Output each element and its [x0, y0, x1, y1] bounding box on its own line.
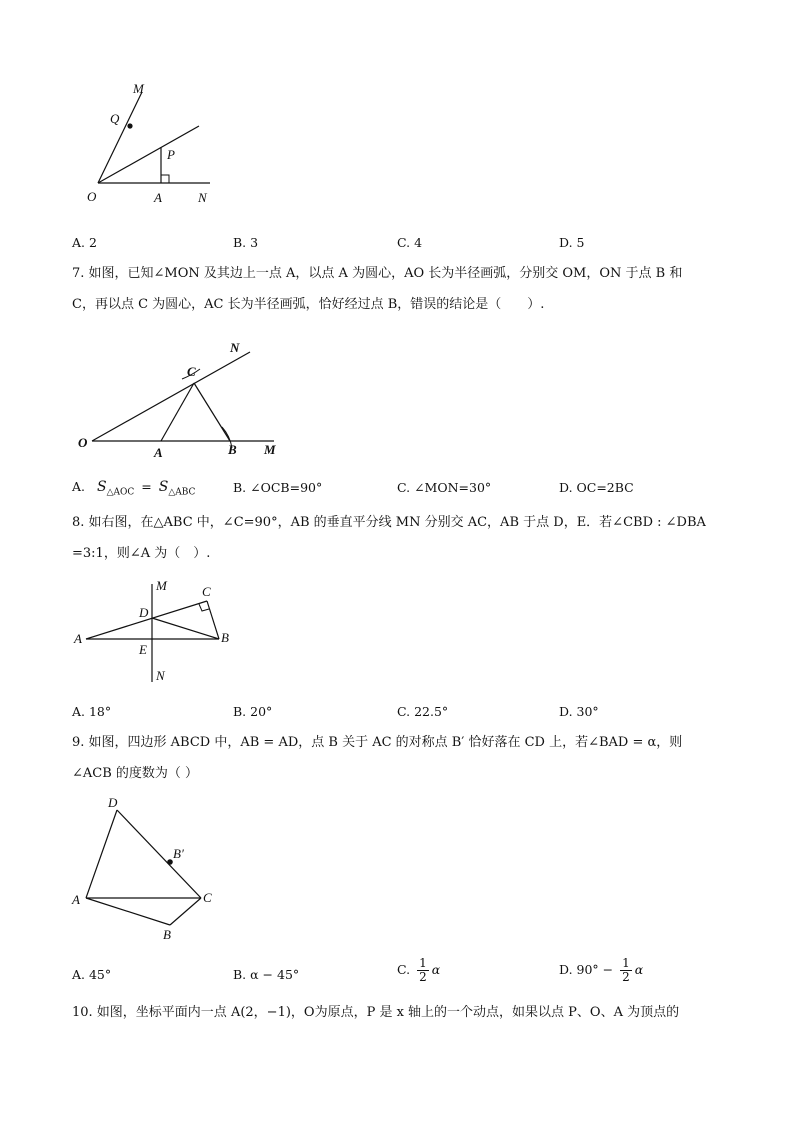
- q6-option-d: D. 5: [559, 235, 585, 250]
- ray-on: [92, 352, 250, 441]
- q8-line-2: =3:1，则∠A 为（ ）.: [72, 546, 211, 561]
- q9-option-c: C. $\frac{1}{2}$ α: [397, 956, 441, 984]
- q10-stem: [72, 997, 722, 1028]
- label-c: C: [187, 364, 196, 379]
- label-d: D: [108, 795, 118, 810]
- q7-line-1: 7. 如图，已知∠MON 及其边上一点 A，以点 A 为圆心，AO 长为半径画弧，分别交 OM，ON 于点 B 和: [72, 266, 683, 281]
- segment-bc: [170, 898, 201, 925]
- q6-option-c: C. 4: [397, 235, 423, 250]
- label-n: N: [230, 340, 240, 355]
- label-q: Q: [110, 111, 120, 126]
- segment-dc: [117, 810, 201, 898]
- label-n: N: [198, 190, 207, 205]
- bisector-ray: [98, 126, 199, 183]
- segment-ad: [86, 810, 117, 898]
- q10-line-1: 10. 如图，坐标平面内一点 A(2，−1)，O为原点，P 是 x 轴上的一个动点，如果以点 P、O、A 为顶点的: [72, 1005, 680, 1020]
- q8-option-d: D. 30°: [559, 704, 599, 719]
- q7-figure: [72, 338, 292, 463]
- label-o: O: [87, 189, 97, 204]
- fraction-one-half: $\frac{1}{2}$: [622, 956, 630, 984]
- ray-om: [98, 92, 142, 183]
- fraction-one-half: $\frac{1}{2}$: [419, 956, 427, 984]
- q9-stem: [72, 727, 722, 789]
- q8-line-1: 8. 如右图，在△ABC 中，∠C=90°，AB 的垂直平分线 MN 分别交 AC，AB 于点 D，E．若∠CBD : ∠DBA: [72, 515, 706, 530]
- q7-option-b: B. ∠OCB=90°: [233, 480, 323, 495]
- q9-diagram: [72, 795, 232, 945]
- label-b-prime: B′: [173, 846, 184, 861]
- point-q: [127, 123, 132, 128]
- q9-option-a: A. 45°: [72, 967, 112, 982]
- label-m: M: [156, 578, 167, 593]
- point-b-prime: [167, 859, 173, 865]
- label-a: A: [154, 445, 163, 460]
- label-b: B: [221, 630, 229, 645]
- label-m: M: [133, 81, 144, 96]
- q7-diagram: [72, 338, 292, 463]
- q7-option-a: A. $S_{\triangle AOC} = S_{\triangle ABC}$: [72, 479, 196, 498]
- q7-option-d: D. OC=2BC: [559, 480, 634, 495]
- q9-line-1: 9. 如图，四边形 ABCD 中，AB = AD，点 B 关于 AC 的对称点 B′ 恰好落在 CD 上，若∠BAD = α，则: [72, 735, 683, 750]
- segment-ab: [86, 898, 170, 925]
- q9-option-b: B. α − 45°: [233, 967, 300, 982]
- label-a: A: [72, 892, 80, 907]
- label-a: A: [74, 631, 82, 646]
- q6-diagram: [80, 78, 230, 208]
- q8-option-b: B. 20°: [233, 704, 273, 719]
- label-p: P: [167, 147, 175, 162]
- q9-figure: [72, 795, 232, 945]
- q7-option-c: C. ∠MON=30°: [397, 480, 492, 495]
- label-a: A: [154, 190, 162, 205]
- q9-option-d: D. 90° − $\frac{1}{2}$ α: [559, 956, 644, 984]
- q8-option-c: C. 22.5°: [397, 704, 449, 719]
- label-m: M: [264, 442, 276, 457]
- segment-cb: [194, 383, 230, 441]
- label-b: B: [163, 927, 171, 942]
- label-d: D: [139, 605, 149, 620]
- q9-line-2: ∠ACB 的度数为（ ）: [72, 766, 199, 781]
- label-b: B: [228, 442, 237, 457]
- right-angle-mark-c: [199, 604, 209, 611]
- q6-option-b: B. 3: [233, 235, 259, 250]
- q6-figure: [80, 78, 230, 208]
- label-c: C: [202, 584, 211, 599]
- q8-stem: [72, 507, 722, 569]
- q8-option-a: A. 18°: [72, 704, 112, 719]
- label-o: O: [78, 435, 88, 450]
- q8-figure: [72, 578, 242, 688]
- label-n: N: [156, 668, 165, 683]
- q7-stem: [72, 258, 722, 320]
- segment-db: [152, 618, 219, 639]
- label-e: E: [139, 642, 147, 657]
- segment-ac: [161, 383, 194, 441]
- q6-option-a: A. 2: [72, 235, 97, 250]
- q7-line-2: C，再以点 C 为圆心，AC 长为半径画弧，恰好经过点 B，错误的结论是（ ）.: [72, 297, 545, 312]
- label-c: C: [203, 890, 212, 905]
- right-angle-mark: [161, 175, 169, 183]
- segment-cb: [207, 601, 219, 639]
